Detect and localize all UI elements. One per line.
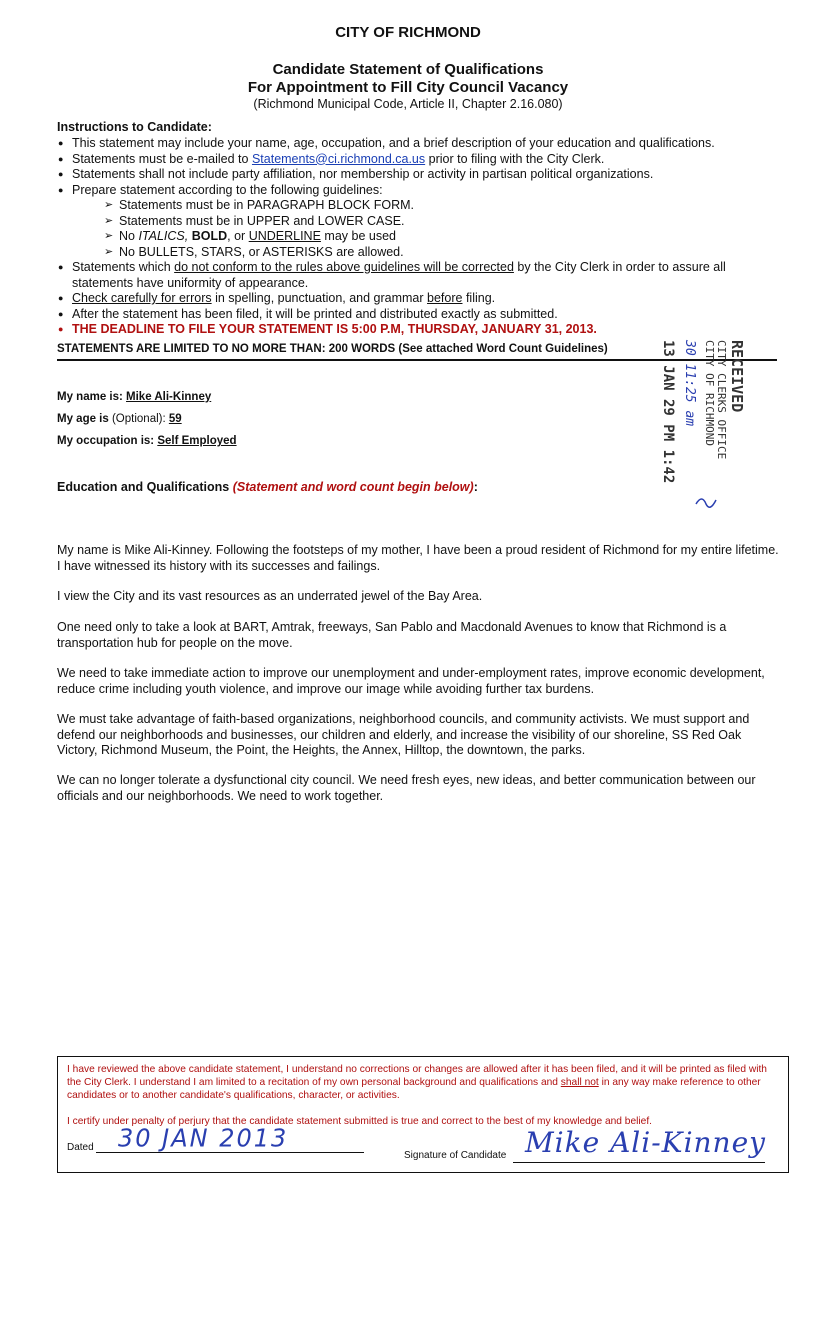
instruction-text: prior to filing with the City Clerk. — [425, 151, 605, 166]
dated-value: 30 JAN 2013 — [118, 1123, 289, 1153]
education-heading — [57, 480, 478, 494]
age-value: 59 — [168, 413, 182, 425]
email-link[interactable]: Statements@ci.richmond.ca.us — [251, 151, 426, 166]
guideline-bold: BOLD — [191, 229, 228, 243]
municipal-code: (Richmond Municipal Code, Article II, Chapter 2.16.080) — [253, 97, 563, 111]
instruction-text: Statements which — [72, 260, 175, 274]
guideline-text: may be used — [320, 229, 396, 243]
guideline-item — [57, 229, 777, 245]
guideline-item: ➢ Statements must be in PARAGRAPH BLOCK FORM. — [57, 198, 777, 214]
stamp-received: RECEIVED — [728, 340, 746, 413]
guideline-italic: ITALICS, — [138, 229, 189, 243]
form-title: Candidate Statement of Qualifications — [272, 61, 544, 78]
instruction-text: by the City Clerk in order to assure all statements have uniformity of appearance. — [72, 260, 726, 290]
statement-paragraph: I view the City and its vast resources as an underrated jewel of the Bay Area. — [57, 589, 483, 603]
age-label: My age is — [57, 413, 109, 425]
instruction-item: ● After the statement has been filed, it will be printed and distributed exactly as submitted. — [57, 307, 777, 323]
name-value: Mike Ali-Kinney — [126, 391, 212, 403]
statement-paragraph: We must take advantage of faith-based organizations, neighborhood councils, and community activists. We must support and defend our neighborhoods and businesses, our children and elderly, and increase the visibility of our shoreline, SS Red Oak Victory, Richmond Museum, the Point, the Heights, the Annex, Hilltop, the downtown, the parks. — [57, 712, 750, 757]
instructions-heading: Instructions to Candidate: — [57, 120, 212, 134]
instruction-text: in spelling, punctuation, and grammar — [211, 291, 428, 305]
education-colon: : — [473, 480, 478, 494]
certification-text — [67, 1063, 783, 1102]
age-field — [57, 413, 182, 425]
instruction-item: ● This statement may include your name, age, occupation, and a brief description of your education and qualifications. — [57, 136, 777, 152]
instruction-item: ● Statements shall not include party affiliation, nor membership or activity in partisan political organizations. — [57, 167, 777, 183]
name-field — [57, 391, 211, 403]
instruction-underline: do not conform to the rules above guidelines will be corrected — [174, 260, 514, 274]
education-label: Education and Qualifications — [57, 480, 233, 494]
certification-text-part: in any way make reference to other candidates or to another candidate's qualifications, character, or activities. — [67, 1077, 761, 1101]
guideline-item: ➢ No BULLETS, STARS, or ASTERISKS are allowed. — [57, 245, 777, 261]
guideline-item: ➢ Statements must be in UPPER and LOWER CASE. — [57, 214, 777, 230]
instruction-underline: before — [427, 291, 463, 305]
word-limit-notice: STATEMENTS ARE LIMITED TO NO MORE THAN: 200 WORDS (See attached Word Count Guidelines) — [57, 343, 608, 355]
certification-text-part: I have reviewed the above candidate statement, I understand no corrections or changes are allowed after it has been filed, and it will be printed as filed with the City Clerk. I understand I am limited to a recitation of my own personal background and qualifications and — [67, 1064, 767, 1088]
certification-underline: shall not — [560, 1077, 599, 1088]
statement-paragraph: My name is Mike Ali-Kinney. Following the footsteps of my mother, I have been a proud resident of Richmond for my entire lifetime. I have witnessed its history with its successes and failings. — [57, 543, 779, 573]
instruction-text: Statements must be e-mailed to — [72, 151, 252, 166]
instruction-item: ● Prepare statement according to the following guidelines: — [57, 183, 777, 199]
statement-paragraph: We can no longer tolerate a dysfunctional city council. We need fresh eyes, new ideas, and better communication between our officials and our neighborhoods. We need to work together. — [57, 773, 756, 803]
guideline-text: No — [119, 229, 139, 243]
signature-label: Signature of Candidate — [404, 1150, 507, 1161]
instruction-text: filing. — [462, 291, 496, 305]
instructions-list — [57, 136, 777, 338]
instruction-underline: Check carefully for errors — [72, 291, 212, 305]
guideline-text: , or — [227, 229, 249, 243]
guideline-underline: UNDERLINE — [248, 229, 321, 243]
occupation-value: Self Employed — [157, 435, 237, 447]
instruction-item — [57, 260, 777, 291]
initials-mark — [696, 499, 716, 507]
dated-label: Dated — [67, 1142, 94, 1153]
occupation-label: My occupation is: — [57, 435, 158, 447]
occupation-field — [57, 435, 237, 447]
education-hint: (Statement and word count begin below) — [232, 480, 474, 494]
stamp-city: CITY OF RICHMOND — [703, 340, 716, 446]
instruction-item — [57, 152, 777, 168]
statement-paragraph: One need only to take a look at BART, Amtrak, freeways, San Pablo and Macdonald Avenues to know that Richmond is a transportation hub for people on the move. — [57, 620, 727, 650]
age-optional-label: (Optional): — [108, 413, 169, 425]
signature: Mike Ali-Kinney — [525, 1126, 766, 1159]
signature-line — [513, 1162, 765, 1163]
perjury-statement: I certify under penalty of perjury that the candidate statement submitted is true and correct to the best of my knowledge and belief. — [67, 1116, 652, 1127]
instruction-item — [57, 291, 777, 307]
stamp-handwritten: 30 11:25 am — [682, 340, 697, 427]
deadline-notice: ● THE DEADLINE TO FILE YOUR STATEMENT IS 5:00 P.M, THURSDAY, JANUARY 31, 2013. — [57, 322, 777, 338]
city-heading: CITY OF RICHMOND — [335, 24, 481, 41]
received-stamp — [636, 330, 746, 520]
name-label: My name is: — [57, 391, 127, 403]
stamp-office: CITY CLERKS OFFICE — [715, 340, 728, 460]
form-subtitle: For Appointment to Fill City Council Vacancy — [247, 79, 569, 96]
statement-paragraph: We need to take immediate action to improve our unemployment and under-employment rates, improve economic development, reduce crime including youth violence, and improve our image while avoiding further tax burdens. — [57, 666, 765, 696]
stamp-date: 13 JAN 29 PM 1:42 — [660, 340, 676, 484]
